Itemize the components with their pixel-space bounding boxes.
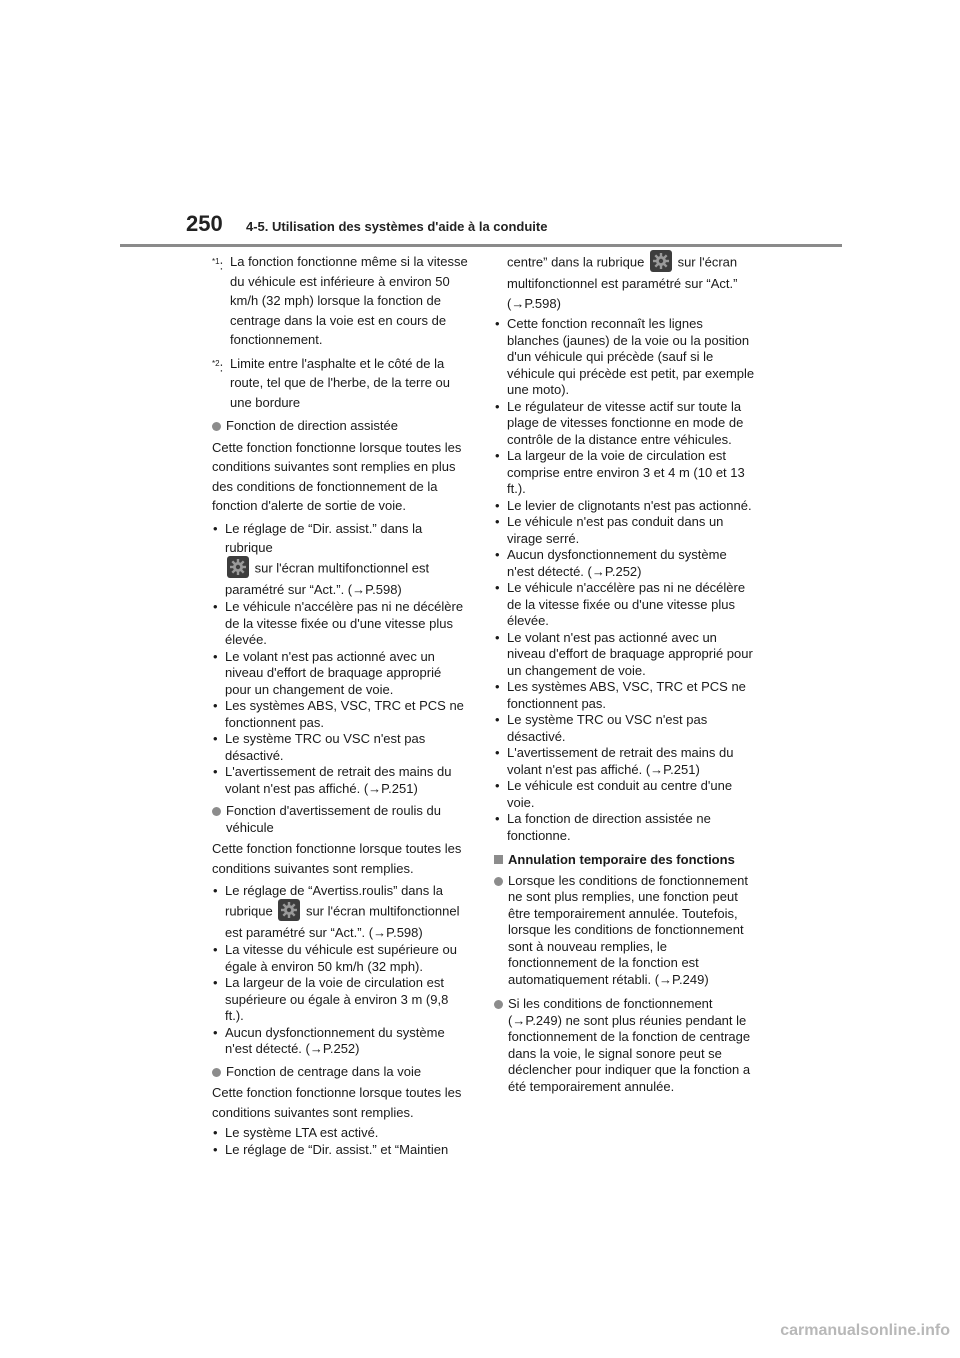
footnote-2: [212, 354, 470, 413]
list-item: • Le réglage de “Dir. assist.” dans la rubrique sur l'écran multifonctionnel est paramétré sur “Act.”. (→P.598): [212, 519, 470, 600]
list-item: • Le système TRC ou VSC n'est pas désactivé.: [212, 731, 470, 764]
section-paragraph: Lorsque les conditions de fonctionnement ne sont plus remplies, une fonction peut être temporairement annulée. Toutefois, lorsque les conditions de fonctionnement sont à nouveau remplies, le fonctionnement de la fonction est automatiquement rétabli. (→P.249): [494, 873, 756, 989]
page-number: 250: [186, 211, 223, 236]
list-item: • Aucun dysfonctionnement du système n'est détecté. (→P.252): [212, 1025, 470, 1058]
gear-icon: [650, 250, 672, 272]
chapter-title: 4-5. Utilisation des systèmes d'aide à la conduite: [246, 219, 548, 234]
list-item: • Le volant n'est pas actionné avec un niveau d'effort de braquage approprié pour un changement de voie.: [212, 649, 470, 699]
list-item: • Le système TRC ou VSC n'est pas désactivé.: [494, 712, 756, 745]
list-item: • Le véhicule n'accélère pas ni ne décélère de la vitesse fixée ou d'une vitesse plus élevée.: [494, 580, 756, 630]
section-intro: Cette fonction fonctionne lorsque toutes les conditions suivantes sont remplies.: [212, 841, 462, 876]
footnote-text: Limite entre l'asphalte et le côté de la route, tel que de l'herbe, de la terre ou une bordure: [230, 355, 451, 410]
watermark: carmanualsonline.info: [780, 1322, 950, 1339]
list-item: • Le système LTA est activé.: [212, 1125, 470, 1142]
list-item: • Les systèmes ABS, VSC, TRC et PCS ne fonctionnent pas.: [494, 679, 756, 712]
list-item: • La largeur de la voie de circulation est supérieure ou égale à environ 3 m (9,8 ft.).: [212, 975, 470, 1025]
list-item: • Le véhicule n'accélère pas ni ne décélère de la vitesse fixée ou d'une vitesse plus élevée.: [212, 599, 470, 649]
bullet-dot-icon: [212, 807, 221, 816]
bullet-dot-icon: [212, 422, 221, 431]
list-item: • L'avertissement de retrait des mains du volant n'est pas affiché. (→P.251): [494, 745, 756, 778]
section-title: Fonction de centrage dans la voie: [212, 1064, 470, 1081]
list-item: • L'avertissement de retrait des mains du volant n'est pas affiché. (→P.251): [212, 764, 470, 797]
footnote-mark: $^{*2}$:: [212, 358, 224, 374]
footnote-text: La fonction fonctionne même si la vitesse du véhicule est inférieure à environ 50 km/h (32 mph) lorsque la fonction de centrage dans la voie est en cours de fonctionnement.: [230, 254, 468, 347]
list-item: • Le réglage de “Avertiss.roulis” dans la rubrique sur l'écran multifonctionnel est paramétré sur “Act.”. (→P.598): [212, 881, 470, 942]
gear-icon: [227, 556, 249, 578]
right-column: [494, 252, 756, 1098]
list-item: • La vitesse du véhicule est supérieure ou égale à environ 50 km/h (32 mph).: [212, 942, 470, 975]
section-title: Fonction d'avertissement de roulis du véhicule: [212, 803, 470, 836]
list-item: • Le réglage de “Dir. assist.” et “Maintien: [212, 1142, 470, 1159]
list-item: • Le véhicule n'est pas conduit dans un virage serré.: [494, 514, 756, 547]
list-item: • La fonction de direction assistée ne fonctionne.: [494, 811, 756, 844]
list-item: • Le levier de clignotants n'est pas actionné.: [494, 498, 756, 515]
bullet-dot-icon: [494, 877, 503, 886]
list-item: • Le régulateur de vitesse actif sur toute la plage de vitesses fonctionne en mode de contrôle de la distance entre véhicules.: [494, 399, 756, 449]
list-item: • Aucun dysfonctionnement du système n'est détecté. (→P.252): [494, 547, 756, 580]
header-rule: [120, 244, 842, 247]
list-item: • Cette fonction reconnaît les lignes blanches (jaunes) de la voie ou la position d'un véhicule qui précède (sauf si le véhicule qui précède est petit, par exemple une moto).: [494, 316, 756, 399]
gear-icon: [278, 899, 300, 921]
square-bullet-icon: [494, 855, 503, 864]
left-column: [212, 252, 470, 1158]
list-item-continued: centre” dans la rubrique sur l'écran multifonctionnel est paramétré sur “Act.” (→P.598): [494, 252, 756, 313]
subsection-heading: Annulation temporaire des fonctions: [494, 852, 756, 869]
list-item: • Le volant n'est pas actionné avec un niveau d'effort de braquage approprié pour un changement de voie.: [494, 630, 756, 680]
section-title: Fonction de direction assistée: [212, 418, 470, 435]
footnote-mark: $^{*1}$:: [212, 257, 224, 273]
list-item: • La largeur de la voie de circulation est comprise entre environ 3 et 4 m (10 et 13 ft.).: [494, 448, 756, 498]
section-intro: Cette fonction fonctionne lorsque toutes les conditions suivantes sont remplies.: [212, 1085, 462, 1120]
bullet-dot-icon: [494, 1000, 503, 1009]
list-item: • Les systèmes ABS, VSC, TRC et PCS ne fonctionnent pas.: [212, 698, 470, 731]
section-paragraph: Si les conditions de fonctionnement (→P.249) ne sont plus réunies pendant le fonctionnement de la fonction de centrage dans la voie, le signal sonore peut se déclencher pour indiquer que la fonction a été temporairement annulée.: [494, 996, 756, 1095]
bullet-dot-icon: [212, 1068, 221, 1077]
list-item: • Le véhicule est conduit au centre d'une voie.: [494, 778, 756, 811]
section-intro: Cette fonction fonctionne lorsque toutes les conditions suivantes sont remplies en plus des conditions de fonctionnement de la fonction d'alerte de sortie de voie.: [212, 439, 462, 513]
footnote-1: [212, 252, 470, 350]
